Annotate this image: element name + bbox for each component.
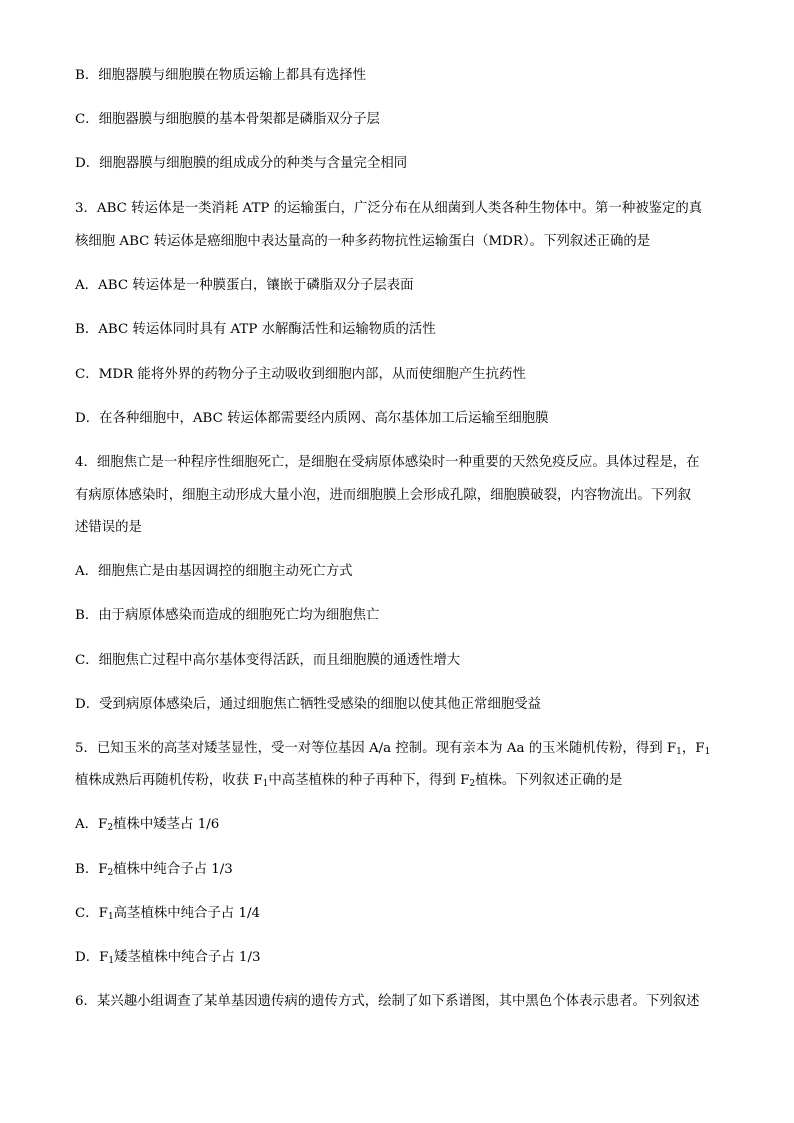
q4-option-a: A．细胞焦亡是由基因调控的细胞主动死亡方式 (75, 564, 353, 579)
q5-option-b: B．$F_2$植株中纯合子占 1/3 (75, 862, 233, 878)
q3-option-a: A．ABC 转运体是一种膜蛋白，镶嵌于磷脂双分子层表面 (75, 278, 414, 293)
q2-option-d: D．细胞器膜与细胞膜的组成成分的种类与含量完全相同 (75, 156, 408, 171)
q3-option-b: B．ABC 转运体同时具有 ATP 水解酶活性和运输物质的活性 (75, 322, 436, 337)
q4-stem-line-2: 有病原体感染时，细胞主动形成大量小泡，进而细胞膜上会形成孔隙，细胞膜破裂，内容物流出。下列叙 (75, 488, 691, 503)
q5-stem-line-2: 植株成熟后再随机传粉，收获 $F_1$中高茎植株的种子再种下，得到 $F_2$植株。下列叙述正确的是 (75, 773, 623, 789)
q3-option-c: C．MDR 能将外界的药物分子主动吸收到细胞内部，从而使细胞产生抗药性 (75, 367, 526, 382)
q4-option-b: B．由于病原体感染而造成的细胞死亡均为细胞焦亡 (75, 608, 380, 623)
q4-option-c: C．细胞焦亡过程中高尔基体变得活跃，而且细胞膜的通透性增大 (75, 653, 461, 668)
q2-option-b: B．细胞器膜与细胞膜在物质运输上都具有选择性 (75, 68, 367, 83)
q4-stem-line-1: 4．细胞焦亡是一种程序性细胞死亡，是细胞在受病原体感染时一种重要的天然免疫反应。具体过程是，在 (75, 455, 700, 470)
q2-option-c: C．细胞器膜与细胞膜的基本骨架都是磷脂双分子层 (75, 112, 380, 127)
q5-option-a: A．$F_2$植株中矮茎占 1/6 (75, 817, 220, 833)
q5-option-c: C．$F_1$高茎植株中纯合子占 1/4 (75, 906, 260, 922)
q4-stem-line-3: 述错误的是 (75, 520, 142, 535)
q4-option-d: D．受到病原体感染后，通过细胞焦亡牺牲受感染的细胞以使其他正常细胞受益 (75, 697, 542, 712)
q5-option-d: D．$F_1$矮茎植株中纯合子占 1/3 (75, 950, 261, 966)
q3-stem-line-1: 3．ABC 转运体是一类消耗 ATP 的运输蛋白，广泛分布在从细菌到人类各种生物体中。第一种被鉴定的真 (75, 201, 703, 216)
q6-stem-line-1: 6．某兴趣小组调查了某单基因遗传病的遗传方式，绘制了如下系谱图，其中黑色个体表示患者。下列叙述 (75, 994, 700, 1009)
q3-stem-line-2: 核细胞 ABC 转运体是癌细胞中表达量高的一种多药物抗性运输蛋白（MDR）。下列叙述正确的是 (75, 234, 651, 249)
q3-option-d: D．在各种细胞中，ABC 转运体都需要经内质网、高尔基体加工后运输至细胞膜 (75, 411, 549, 426)
q5-stem-line-1: 5．已知玉米的高茎对矮茎显性，受一对等位基因 A/a 控制。现有亲本为 Aa 的玉米随机传粉，得到 $F_1$，$F_1$ (75, 741, 711, 757)
